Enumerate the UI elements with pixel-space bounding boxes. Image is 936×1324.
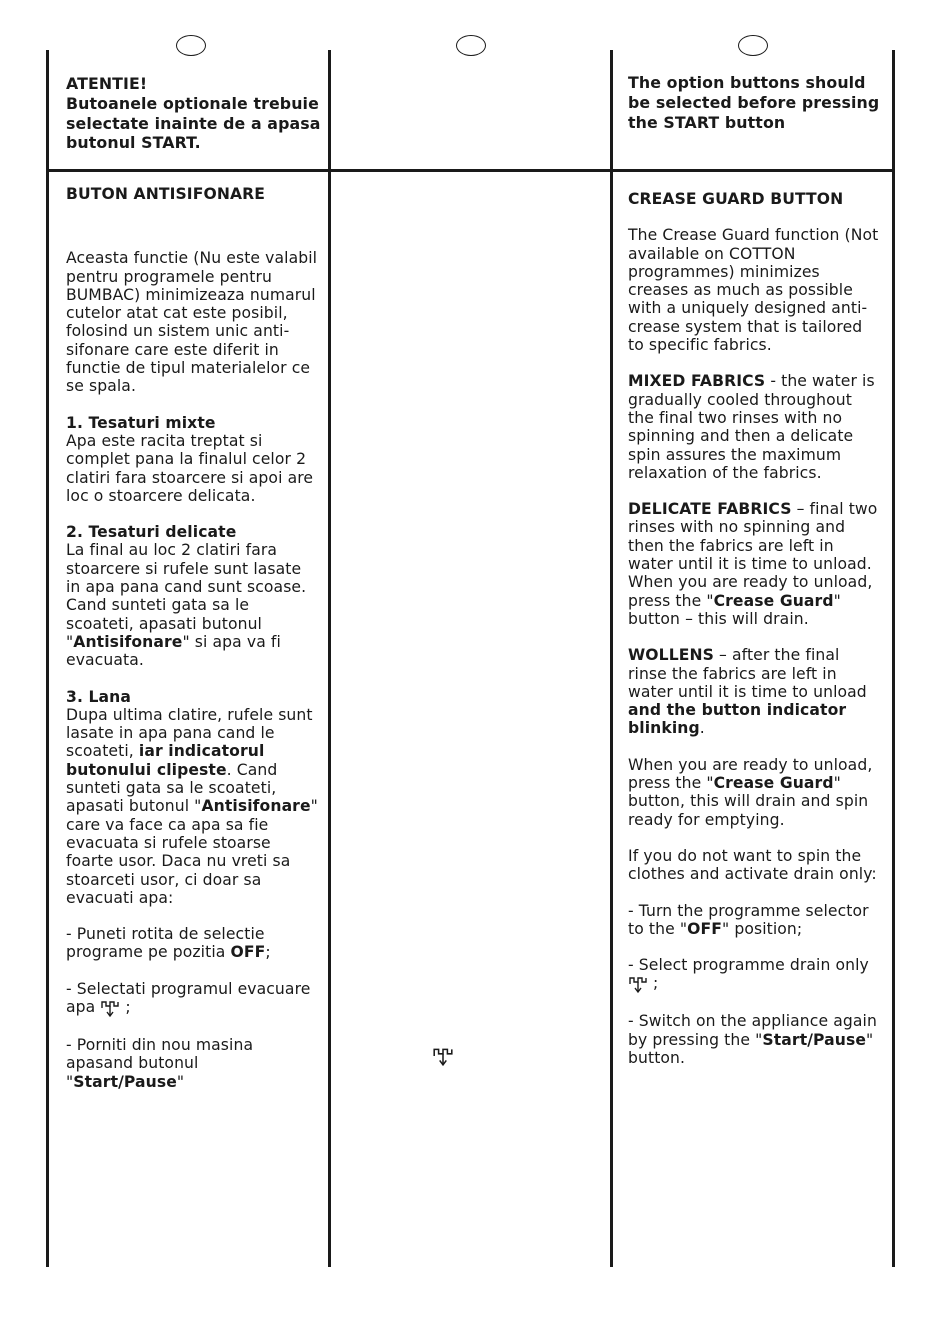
- column-ro: [66, 185, 318, 1091]
- column-divider-middle-right: [610, 50, 613, 1267]
- drain-program-icon: [100, 998, 120, 1018]
- paragraph: If you do not want to spin the clothes and activate drain only:: [628, 846, 877, 884]
- step-item: - Puneti rotita de selectie programe pe pozitia OFF;: [66, 925, 271, 962]
- column-divider-left: [46, 50, 49, 1267]
- paragraph: MIXED FABRICS - the water is gradually cooled throughout the final two rinses with no spinning and then a delicate spin assures the maximum relaxation of the fabrics.: [628, 372, 875, 482]
- column-divider-right: [892, 50, 895, 1267]
- paragraph: When you are ready to unload, press the "Crease Guard" button, this will drain and spin ready for emptying.: [628, 755, 873, 829]
- step-item: - Switch on the appliance again by pressing the "Start/Pause" button.: [628, 1012, 877, 1067]
- intro-en: The Crease Guard function (Not available on COTTON programmes) minimizes creases as much as possible with a uniquely designed anti-crease system that is tailored to specific fabrics.: [628, 226, 879, 355]
- section-title-ro: BUTON ANTISIFONARE: [66, 185, 265, 203]
- step-item: - Porniti din nou masina apasand butonul "Start/Pause": [66, 1035, 254, 1091]
- section-title-en: CREASE GUARD BUTTON: [628, 190, 844, 208]
- language-circle-icon: [176, 35, 206, 56]
- step-item: - Select programme drain only ;: [628, 956, 869, 993]
- column-divider-middle-left: [328, 50, 331, 1267]
- subsection-title: 3. Lana: [66, 687, 131, 706]
- paragraph: WOLLENS – after the final rinse the fabrics are left in water until it is time to unload and the button indicator blinking.: [628, 646, 867, 738]
- paragraph: La final au loc 2 clatiri fara stoarcere si rufele sunt lasate in apa pana cand sunt scoase. Cand sunteti gata sa le scoateti, apasati butonul "Antisifonare" si apa va fi evacuata.: [66, 541, 307, 670]
- header-rule: [47, 169, 894, 172]
- warning-en: The option buttons should be selected before pressing the START button: [628, 73, 880, 132]
- intro-ro: Aceasta functie (Nu este valabil pentru programele pentru BUMBAC) minimizeaza numarul cutelor atat cat este posibil, folosind un sistem unic anti-sifonare care este diferit in functie de tipul materialelor ce se spala.: [66, 249, 318, 396]
- paragraph: DELICATE FABRICS – final two rinses with no spinning and then the fabrics are left in water until it is time to unload. When you are ready to unload, press the "Crease Guard" button – this will drain.: [628, 500, 878, 628]
- drain-program-icon: [432, 1045, 454, 1067]
- paragraph: Apa este racita treptat si complet pana la finalul celor 2 clatiri fara stoarcere si apoi are loc o stoarcere delicata.: [66, 431, 314, 505]
- paragraph: Dupa ultima clatire, rufele sunt lasate in apa pana cand le scoateti, iar indicatorul butonului clipeste. Cand sunteti gata sa le scoateti, apasati butonul "Antisifonare" care va face ca apa sa fie evacuata si rufele stoarse foarte usor. Daca nu vreti sa stoarceti usor, ci doar sa evacuati apa:: [66, 705, 318, 907]
- warning-ro: ATENTIE! Butoanele optionale trebuie selectate inainte de a apasa butonul START.: [66, 74, 321, 153]
- step-item: - Selectati programul evacuare apa ;: [66, 979, 311, 1016]
- language-circle-icon: [738, 35, 768, 56]
- drain-program-icon: [628, 974, 648, 994]
- language-circle-icon: [456, 35, 486, 56]
- step-item: - Turn the programme selector to the "OFF" position;: [628, 901, 869, 938]
- subsection-title: 1. Tesaturi mixte: [66, 413, 216, 432]
- column-en: [628, 190, 880, 1067]
- subsection-title: 2. Tesaturi delicate: [66, 523, 237, 542]
